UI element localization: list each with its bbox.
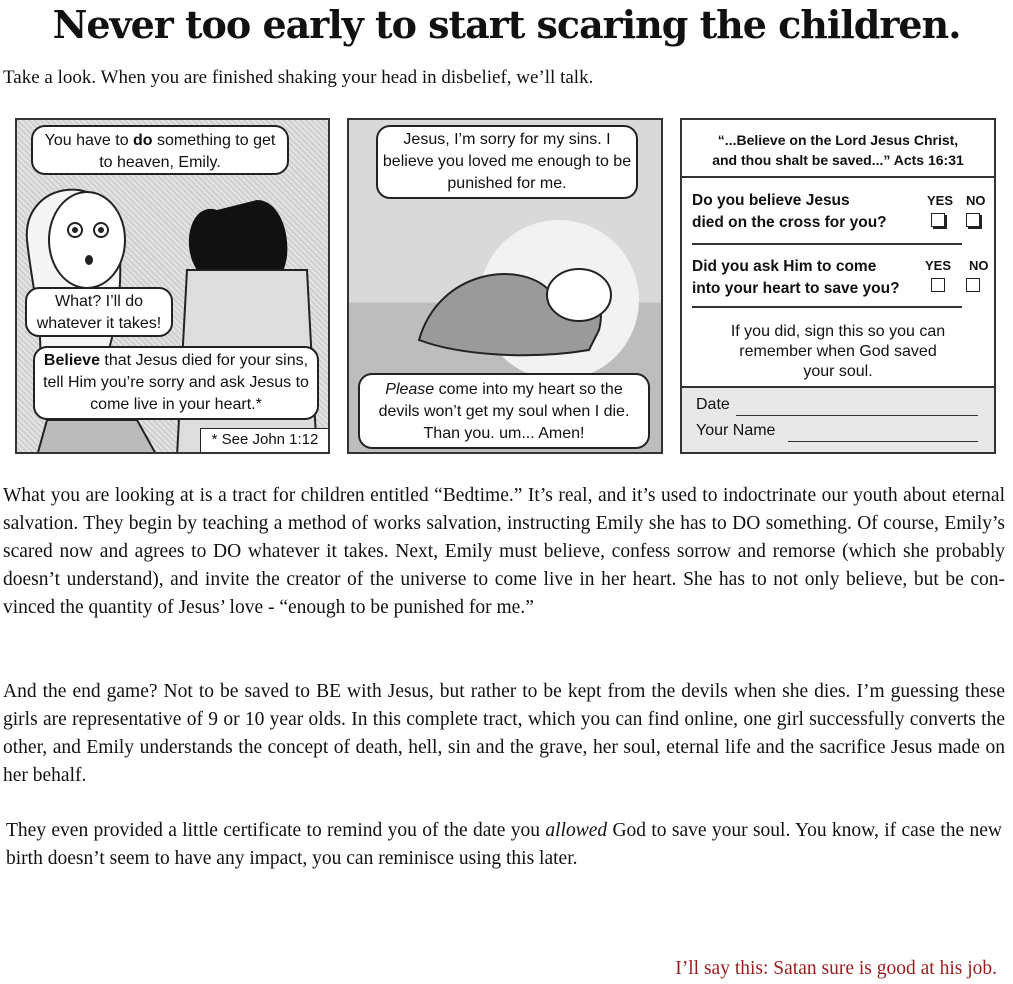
yes-label-1: YES bbox=[927, 193, 954, 208]
signature-area bbox=[682, 386, 994, 454]
question-2 bbox=[692, 256, 900, 300]
sign-instructions: If you did, sign this so you can remember when God saved your soul. bbox=[730, 323, 946, 380]
name-line[interactable] bbox=[788, 441, 978, 442]
speech-bubble-you-have-to-do: You have to do something to get to heaven, Emily. bbox=[31, 125, 289, 175]
no-label-1: NO bbox=[966, 193, 986, 208]
comic-panel-2 bbox=[347, 118, 663, 454]
no-label-2: NO bbox=[969, 258, 989, 273]
speech-bubble-come-into-heart: Please come into my heart so the devils won’t get my soul when I die. Than you. um... Amen! bbox=[358, 373, 650, 449]
paragraph-3 bbox=[6, 817, 1002, 873]
question-2-line-2: into your heart to save you? bbox=[692, 280, 900, 297]
date-line[interactable] bbox=[736, 415, 978, 416]
paragraph-3-text-b: God to save your soul. You know, if case the new birth doesn’t seem to have any impact, you can reminisce using this later. bbox=[6, 820, 1002, 869]
yes-checkbox-2[interactable] bbox=[931, 278, 945, 292]
question-1-line-1: Do you believe Jesus bbox=[692, 192, 850, 209]
paragraph-3-italic: allowed bbox=[545, 820, 608, 841]
yes-checkbox-1[interactable] bbox=[931, 213, 945, 227]
paragraph-1: What you are looking at is a tract for children entitled “Bedtime.” It’s real, and it’s used to indoctrinate our youth about eternal salvation. They begin by teaching a method of works salvation, instructing Emily she has to DO something. Of course, Emily’s scared now and agrees to DO whatever it takes. Next, Emily must believe, confess sorrow and remorse (which she probably doesn’t understand), and invite the creator of the universe to come live in her heart. She has to not only believe, but be con-vinced the quantity of Jesus’ love - “enough to be punished for me.” bbox=[3, 485, 1005, 618]
question-1-line-2: died on the cross for you? bbox=[692, 214, 887, 231]
no-checkbox-1[interactable] bbox=[966, 213, 980, 227]
speech-bubble-whatever-it-takes: What? I’ll do whatever it takes! bbox=[25, 287, 173, 337]
no-checkbox-2[interactable] bbox=[966, 278, 980, 292]
divider-1 bbox=[692, 243, 962, 245]
footnote-john: * See John 1:12 bbox=[200, 428, 330, 454]
divider-2 bbox=[692, 306, 962, 308]
scripture-line-2: and thou shalt be saved...” Acts 16:31 bbox=[712, 152, 964, 168]
your-name-label: Your Name bbox=[696, 422, 776, 439]
salvation-certificate bbox=[680, 118, 996, 454]
paragraph-3-text-a: They even provided a little certificate to remind you of the date you bbox=[6, 820, 546, 841]
page-title: Never too early to start scaring the children. bbox=[52, 2, 961, 47]
closing-remark: I’ll say this: Satan sure is good at his job. bbox=[675, 958, 997, 979]
date-label: Date bbox=[696, 396, 730, 413]
scripture-line-1: “...Believe on the Lord Jesus Christ, bbox=[717, 132, 959, 148]
intro-text: Take a look. When you are finished shaking your head in disbelief, we’ll talk. bbox=[3, 67, 594, 88]
speech-bubble-believe: Believe that Jesus died for your sins, tell Him you’re sorry and ask Jesus to come live in your heart.* bbox=[33, 346, 319, 420]
speech-bubble-sorry-for-sins: Jesus, I’m sorry for my sins. I believe you loved me enough to be punished for me. bbox=[376, 125, 638, 199]
comic-panel-1 bbox=[15, 118, 330, 454]
scripture-header bbox=[682, 120, 994, 178]
question-1 bbox=[692, 190, 887, 234]
yes-label-2: YES bbox=[925, 258, 952, 273]
question-2-line-1: Did you ask Him to come bbox=[692, 258, 877, 275]
paragraph-2: And the end game? Not to be saved to BE with Jesus, but rather to be kept from the devils when she dies. I’m guessing these girls are representative of 9 or 10 year olds. In this complete tract, which you can find online, one girl successfully converts the other, and Emily understands the concept of death, hell, sin and the grave, her soul, eternal life and the sacrifice Jesus made on her behalf. bbox=[3, 681, 1005, 786]
